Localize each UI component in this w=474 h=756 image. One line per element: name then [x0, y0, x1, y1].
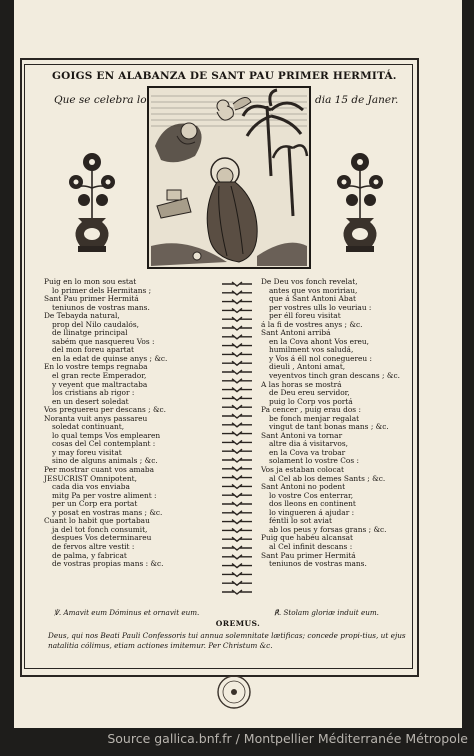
verse-line: Sant Antoni no podent [261, 482, 346, 492]
verse-line: sino de alguns animals ; &c. [52, 456, 158, 466]
divider-ornament [222, 326, 252, 330]
verse-line: y Vos á éll nol coneguereu : [269, 353, 372, 363]
verse-line: cosas del Cel contemplant : [52, 439, 156, 449]
verse-line: Noranta vuit anys passareu [44, 413, 148, 423]
verse-line: de palma, y fabricat [52, 550, 127, 560]
verse-line: prop del Nilo caudalós, [52, 319, 140, 329]
divider-ornament [222, 423, 252, 427]
oremus-heading: OREMUS. [215, 619, 261, 628]
verse-line: per éll foreu visitat [269, 311, 341, 321]
verse-line: despues Vos determinareu [52, 533, 152, 543]
verse-line: per un Corp era portat [52, 499, 138, 509]
verse-line: De Tebayda natural, [44, 311, 120, 321]
divider-ornament [222, 344, 252, 348]
divider-ornament [222, 572, 252, 576]
verse-line: Sant Antoni va tornar [261, 430, 343, 440]
verse-line: Sant Pau primer Hermitá [44, 294, 139, 304]
divider-ornament [222, 414, 252, 418]
divider-ornament [222, 361, 252, 365]
verse-line: del mon foreu apartat [52, 345, 135, 355]
verse-line: en la Cova va trobar [269, 447, 346, 457]
verse-line: féntli lo sot aviat [269, 516, 332, 526]
verse-line: de vostras propias mans : &c. [52, 559, 164, 569]
divider-ornament [222, 449, 252, 453]
library-stamp [214, 672, 254, 712]
verses-left-column [44, 278, 219, 569]
verse-line: que á Sant Antoni Abat [269, 294, 356, 304]
verse-line: puig lo Corp vos portá [269, 396, 353, 406]
versicle-text: ℣. Amavit eum Dóminus et ornavit eum. [54, 608, 200, 617]
divider-ornament [222, 300, 252, 304]
divider-ornament [222, 379, 252, 383]
divider-ornament [222, 546, 252, 550]
ornamental-divider [220, 280, 254, 600]
verses-right-column [261, 278, 421, 569]
divider-ornament [222, 502, 252, 506]
divider-ornament [222, 511, 252, 515]
verse-line: JESUCRIST Omnipotent, [44, 473, 137, 483]
divider-ornament [222, 581, 252, 585]
verse-line: De Deu vos fonch revelat, [261, 277, 358, 286]
divider-ornament [222, 352, 252, 356]
verse-line: Cuant lo habit que portabau [44, 516, 150, 526]
flower-vase-left-ornament [64, 148, 120, 258]
page-title: GOIGS EN ALABANZA DE SANT PAU PRIMER HERMITÁ. [52, 70, 397, 82]
divider-ornament [222, 537, 252, 541]
source-footer: Source gallica.bnf.fr / Montpellier Méditerranée Métropole [107, 731, 468, 746]
hermit-woodcut-illustration [147, 86, 311, 269]
verse-line: ab los peus y forsas grans ; &c. [269, 524, 387, 534]
divider-ornament [222, 405, 252, 409]
subtitle-right: dia 15 de Janer. [315, 94, 399, 106]
divider-ornament [222, 396, 252, 400]
divider-ornament [222, 308, 252, 312]
divider-ornament [222, 458, 252, 462]
verse-line: al Cel infinit descans : [269, 541, 353, 551]
verse-line: lo primer dels Hermitans ; [52, 285, 152, 295]
divider-ornament [222, 590, 252, 594]
verse-line: ja del tot fonch consumit, [52, 524, 148, 534]
verse-line: teniunos de vostras mans. [52, 302, 150, 312]
divider-ornament [222, 476, 252, 480]
verse-line: de fervos altre vestit : [52, 541, 135, 551]
verse-line: mitg Pa per vostre aliment : [52, 490, 157, 500]
divider-ornament [222, 335, 252, 339]
verse-line: los cristians ab rigor : [52, 388, 135, 398]
verse-line: en un desert soledat [52, 396, 129, 406]
verse-line: Pa cencer , puig erau dos : [261, 405, 361, 415]
verse-line: Sant Antoni arribá [261, 328, 331, 338]
verse-line: A las horas se mostrá [261, 379, 342, 389]
flower-vase-right-ornament [332, 148, 388, 258]
verse-line: vingut de tant bonas mans ; &c. [269, 422, 389, 432]
verse-line: be fonch menjar regalat [269, 413, 360, 423]
verse-line: y may foreu visitat [52, 447, 122, 457]
verse-line: sabém que nasquereu Vos : [52, 336, 155, 346]
divider-ornament [222, 555, 252, 559]
closing-prayer: Deus, qui nos Beati Pauli Confessoris tui annua solemnitate lætificas; concede propi-tius, ut ejus natalitia cólimus, etiam actiones imitemur. Per Christum &c. [48, 631, 406, 650]
divider-ornament [222, 440, 252, 444]
verse-line: de llinatge principal [52, 328, 128, 338]
document-sheet [14, 0, 462, 728]
verse-line: per vostres ulls lo veuriau : [269, 302, 372, 312]
verse-line: En lo vostre temps regnaba [44, 362, 148, 372]
verse-line: antes que vos moririau, [269, 285, 358, 295]
verse-line: lo qual temps Vos emplearen [52, 430, 161, 440]
verse-line: Puig en lo mon sou estat [44, 277, 137, 286]
verse-line: veyentvos tinch gran descans ; &c. [269, 371, 400, 381]
divider-ornament [222, 467, 252, 471]
verse-line: Vos preguereu per descans ; &c. [44, 405, 167, 415]
verse-line: dieuli , Antoni amat, [269, 362, 346, 372]
divider-ornament [222, 282, 252, 286]
verse-line: humilment vos saludá, [269, 345, 354, 355]
verse-line: á la fi de vostres anys ; &c. [261, 319, 363, 329]
verse-line: Per mostrar cuant vos amaba [44, 465, 155, 475]
verse-line: Puig que habéu alcansat [261, 533, 354, 543]
verse-line: en la Cova ahont Vos ereu, [269, 336, 369, 346]
verse-line: de Deu ereu servidor, [269, 388, 350, 398]
verse-line: cada dia vos enviaba [52, 482, 130, 492]
divider-ornament [222, 564, 252, 568]
verse-line: soledat continuant, [52, 422, 125, 432]
verse-line: y veyent que maltractaba [52, 379, 148, 389]
divider-ornament [222, 291, 252, 295]
divider-ornament [222, 432, 252, 436]
verse-line: dos lleons en continent [269, 499, 356, 509]
verse-line: Vos ja estaban colocat [261, 465, 345, 475]
divider-ornament [222, 493, 252, 497]
divider-ornament [222, 388, 252, 392]
verse-line: lo vostre Cos enterrar, [269, 490, 354, 500]
divider-ornament [222, 484, 252, 488]
divider-ornament [222, 317, 252, 321]
verse-line: solament lo vostre Cos : [269, 456, 360, 466]
verse-line: el gran recte Emperador, [52, 371, 147, 381]
verse-line: Sant Pau primer Hermitá [261, 550, 356, 560]
subtitle-left: Que se celebra lo [54, 94, 147, 106]
verse-line: lo vingueren á ajudar : [269, 507, 355, 517]
verse-line: en la edat de quinse anys ; &c. [52, 353, 168, 363]
verse-line: al Cel ab los demes Sants ; &c. [269, 473, 386, 483]
verse-line: altre dia á visitarvos, [269, 439, 348, 449]
verse-line: teniunos de vostras mans. [269, 559, 367, 569]
response-text: ℟. Stolam gloriæ induit eum. [274, 608, 379, 617]
divider-ornament [222, 520, 252, 524]
divider-ornament [222, 370, 252, 374]
divider-ornament [222, 528, 252, 532]
verse-line: y posat en vostras mans ; &c. [52, 507, 163, 517]
